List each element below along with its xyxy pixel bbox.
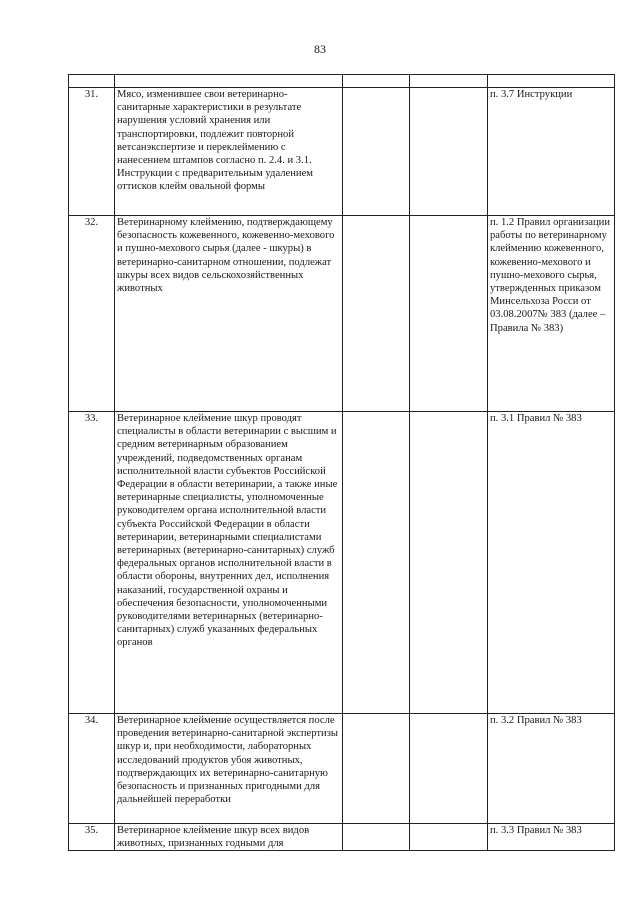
row-reference: п. 1.2 Правил организации работы по ветеринарному клеймению кожевенного, кожевенно-мехового и пушно-мехового сырья, утвержденных приказом Минсельхоза Росси от 03.08.2007№ 383 (далее – Правила № 383) [488, 216, 615, 412]
header-cell [115, 75, 343, 88]
header-cell [343, 75, 410, 88]
empty-cell [343, 216, 410, 412]
empty-cell [410, 824, 488, 851]
page-number: 83 [314, 42, 326, 56]
table-header-row [69, 75, 615, 88]
row-text: Ветеринарное клеймение шкур всех видов животных, признанных годными для [115, 824, 343, 851]
empty-cell [410, 412, 488, 714]
requirements-table [68, 74, 615, 851]
row-number: 35. [69, 824, 115, 851]
empty-cell [343, 824, 410, 851]
empty-cell [343, 412, 410, 714]
empty-cell [343, 714, 410, 824]
table-row [69, 824, 615, 851]
row-text: Мясо, изменившее свои ветеринарно-санитарные характеристики в результате нарушения условий хранения или транспортировки, подлежит повторной ветсанэкспертизе и переклеймению с нанесением штампов согласно п. 2.4. и 3.1. Инструкции с предварительным удалением оттисков клейм овальной формы [115, 88, 343, 216]
table-row [69, 216, 615, 412]
row-number: 32. [69, 216, 115, 412]
table-row [69, 88, 615, 216]
row-number: 31. [69, 88, 115, 216]
table-row [69, 714, 615, 824]
empty-cell [410, 216, 488, 412]
empty-cell [410, 714, 488, 824]
row-reference: п. 3.1 Правил № 383 [488, 412, 615, 714]
row-reference: п. 3.2 Правил № 383 [488, 714, 615, 824]
table-row [69, 412, 615, 714]
header-cell [410, 75, 488, 88]
header-cell [69, 75, 115, 88]
row-text: Ветеринарное клеймение осуществляется после проведения ветеринарно-санитарной экспертизы шкур и, при необходимости, лабораторных исследований продуктов убоя животных, подтверждающих их ветеринарно-санитарную безопасность и признанных пригодными для дальнейшей переработки [115, 714, 343, 824]
row-text: Ветеринарное клеймение шкур проводят специалисты в области ветеринарии с высшим и средним ветеринарным образованием учреждений, подведомственных органам исполнительной власти субъектов Российской Федерации в области ветеринарии, а также иные ветеринарные специалисты, уполномоченные руководителем органа исполнительной власти субъекта Российской Федерации в области ветеринарии, ветеринарными специалистами ветеринарных (ветеринарно-санитарных) служб федеральных органов исполнительной власти в области обороны, внутренних дел, исполнения наказаний, государственной охраны и обеспечения безопасности, уполномоченными руководителями ветеринарных (ветеринарно-санитарных) служб указанных федеральных органов [115, 412, 343, 714]
empty-cell [410, 88, 488, 216]
row-number: 33. [69, 412, 115, 714]
row-text: Ветеринарному клеймению, подтверждающему безопасность кожевенного, кожевенно-мехового и пушно-мехового сырья (далее - шкуры) в ветеринарно-санитарном отношении, подлежат шкуры всех видов сельскохозяйственных животных [115, 216, 343, 412]
empty-cell [343, 88, 410, 216]
row-reference: п. 3.7 Инструкции [488, 88, 615, 216]
header-cell [488, 75, 615, 88]
row-number: 34. [69, 714, 115, 824]
row-reference: п. 3.3 Правил № 383 [488, 824, 615, 851]
